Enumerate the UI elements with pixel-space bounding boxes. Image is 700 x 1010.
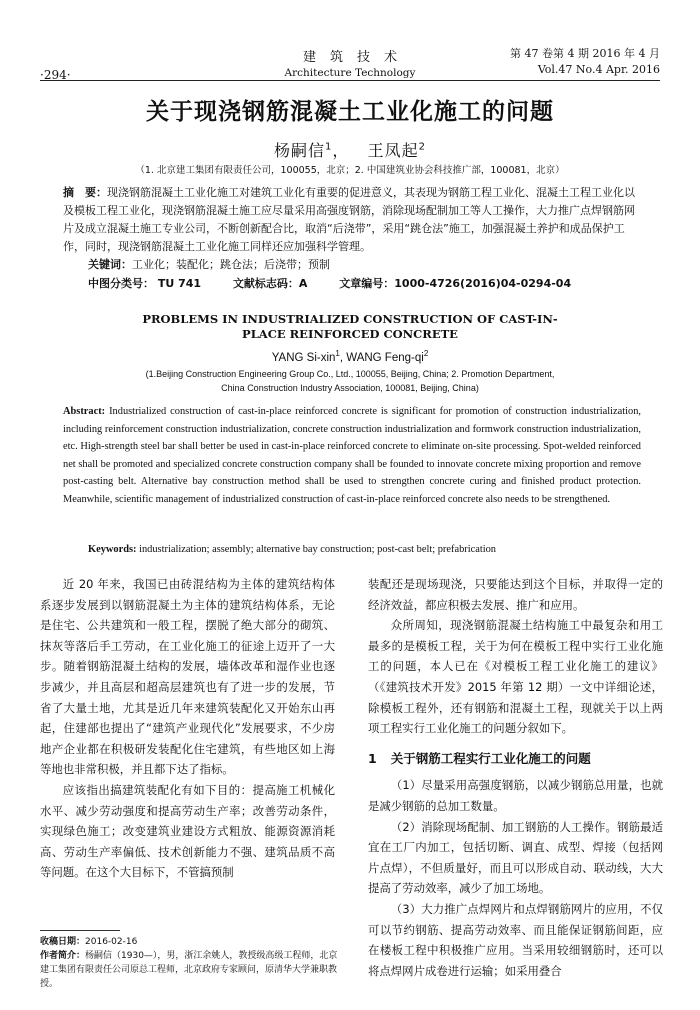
affiliation-cn: （1. 北京建工集团有限责任公司，100055，北京；2. 中国建筑业协会科技推广部，100081，北京） (135, 165, 565, 176)
body-paragraph: （1）尽量采用高强度钢筋，以减少钢筋总用量，也就是减少钢筋的总加工数量。 (368, 778, 663, 813)
author-1: 杨嗣信 (273, 141, 325, 160)
body-column-right (368, 574, 663, 981)
body-paragraph: 近 20 年来，我国已由砖混结构为主体的建筑结构体系逐步发展到以钢筋混凝土为主体的建筑结构体系，无论是住宅、公共建筑和一般工程，摆脱了绝大部分的砌筑、抹灰等落后手工劳动，在工业化施工的征途上迈开了一大步。随着钢筋混凝土结构的发展，墙体改革和湿作业也逐步减少，并且高层和超高层建筑也有了进一步的发展，节省了大量土地，尤其是近几年来建筑装配化又开始东山再起，住建部也提出了“建筑产业现代化”发展要求，不少房地产企业都在积极研发装配化住宅建筑，有些地区如上海等地也非常积极，并且都下达了指标。 (40, 577, 335, 777)
author-2: 王凤起 (367, 141, 419, 160)
issue-info (500, 46, 660, 78)
body-paragraph: 装配还是现场现浇，只要能达到这个目标，并取得一定的经济效益，都应积极去发展、推广和应用。 (368, 577, 663, 612)
keywords-cn-label: 关键词： (88, 258, 132, 271)
paper-title-en: PROBLEMS IN INDUSTRIALIZED CONSTRUCTION OF CAST-IN-PLACE REINFORCED CONCRETE (142, 312, 558, 341)
issue-info-cn: 第 47 卷第 4 期 2016 年 4 月 (510, 47, 660, 60)
section-heading (368, 749, 663, 770)
author-2-en: , WANG Feng-qi (339, 351, 424, 364)
body-column-left (40, 574, 335, 883)
author-1-en: YANG Si-xin (271, 351, 336, 364)
received-date (40, 935, 338, 949)
journal-name-cn: 建筑技术 (302, 50, 411, 65)
issue-info-en: Vol.47 No.4 Apr. 2016 (537, 63, 660, 76)
paper-title-cn: 关于现浇钢筋混凝土工业化施工的问题 (146, 99, 554, 125)
abstract-en (63, 403, 641, 508)
keywords-en-text: industrialization; assembly; alternative bay construction; post-cast belt; prefabrication (136, 544, 497, 555)
article-number: 文章编号：1000-4726(2016)04-0294-04 (339, 277, 572, 290)
body-paragraph: （3）大力推广点焊网片和点焊钢筋网片的应用，不仅可以节约钢筋、提高劳动效率、而且能保证钢筋间距，应在楼板工程中积极推广应用。当采用较细钢筋时，还可以将点焊网片成卷进行运输；如采用叠合 (368, 901, 663, 978)
classification-row (88, 275, 648, 291)
abstract-en-text: Industrialized construction of cast-in-place reinforced concrete is significant for promotion of construction industrialization, including reinforcement construction industrialization, concrete construction industrialization and formwork construction industrialization, etc. High-strength steel bar shall better be used in cast-in-place reinforced concrete to eliminate on-site processing. Spot-welded reinforced net shall be promoted and specialized concrete construction company shall be founded to innovate concrete mixing proportion and remove post-casting belt. Alternative bay construction method shall be used to strengthen concrete curing and finished product protection. Meanwhile, scientific management of industrialized construction of cast-in-place reinforced concrete also needs to be strengthened. (63, 406, 641, 505)
page-number: ·294· (40, 68, 71, 82)
keywords-cn-text: 工业化；装配化；跳仓法；后浇带；预制 (132, 258, 330, 271)
affiliation-en: (1.Beijing Construction Engineering Group Co., Ltd., 100055, Beijing, China; 2. Promotion Department, China Construction Industry Association, 100081, Beijing, China) (145, 369, 555, 393)
abstract-en-label: Abstract: (63, 406, 106, 417)
author-bio (40, 949, 338, 991)
author-bio-text: 杨嗣信（1930—），男，浙江余姚人，教授级高级工程师，北京建工集团有限责任公司原总工程师，北京政府专家顾问，原清华大学兼职教授。 (40, 951, 338, 989)
footnote-rule (40, 930, 120, 931)
header-rule (40, 80, 660, 81)
received-value: 2016-02-16 (85, 937, 138, 947)
keywords-cn (88, 256, 648, 274)
journal-name-en: Architecture Technology (284, 67, 416, 79)
body-paragraph: 应该指出搞建筑装配化有如下目的：提高施工机械化水平、减少劳动强度和提高劳动生产率；改善劳动条件，实现绿色施工；改变建筑业建设方式粗放、能源资源消耗高、劳动生产率偏低、技术创新能力不强、建筑品质不高等问题。在这个大目标下，不管搞预制 (40, 782, 335, 880)
author-bio-label: 作者简介： (40, 951, 86, 961)
body-paragraph: 众所周知，现浇钢筋混凝土结构施工中最复杂和用工最多的是模板工程，关于为何在模板工程中实行工业化施工的问题，本人已在《对模板工程工业化施工的建议》（《建筑技术开发》2015 年第 12 期）一文中详细论述，除模板工程外，还有钢筋和混凝土工程，现就关于以上两项工程实行工业化施工的问题分叙如下。 (368, 618, 663, 736)
abstract-cn-label: 摘 要： (63, 186, 107, 199)
footnote (40, 935, 338, 991)
doc-code: 文献标志码：A (232, 277, 308, 290)
authors-en (40, 349, 660, 364)
section-title: 关于钢筋工程实行工业化施工的问题 (390, 750, 591, 766)
body-paragraph: （2）消除现场配制、加工钢筋的人工操作。钢筋最适宜在工厂内加工，包括切断、调直、成型、焊接（包括网片点焊），不但质量好，而且可以形成自动、联动线，大大提高了劳动效率，减少了加工场地。 (368, 819, 663, 896)
authors-cn: 杨嗣信$^1$， 王凤起$^2$ (273, 141, 427, 160)
journal-header (280, 46, 420, 79)
author-2-en-sup: 2 (423, 349, 429, 358)
clc-number: 中图分类号： TU 741 (88, 277, 202, 290)
keywords-en-label: Keywords: (88, 544, 137, 555)
section-number: 1 (368, 750, 377, 766)
received-label: 收稿日期： (40, 937, 86, 947)
author-2-sup: 2 (418, 141, 427, 153)
keywords-en (88, 544, 648, 555)
author-1-sup: 1 (324, 141, 333, 153)
abstract-cn-text: 现浇钢筋混凝土工业化施工对建筑工业化有重要的促进意义，其表现为钢筋工程工业化、混凝土工程工业化以及模板工程工业化，现浇钢筋混凝土施工应尽量采用高强度钢筋，消除现场配制加工等人工操作，大力推广点焊钢筋网片及成立混凝土施工专业公司，不断创新配合比，取消“后浇带”，采用“跳仓法”施工，加强混凝土养护和成品保护工作，同时，现浇钢筋混凝土工业化施工同样还应加强科学管理。 (63, 186, 635, 253)
abstract-cn (63, 184, 641, 256)
author-1-en-sup: 1 (335, 349, 340, 358)
